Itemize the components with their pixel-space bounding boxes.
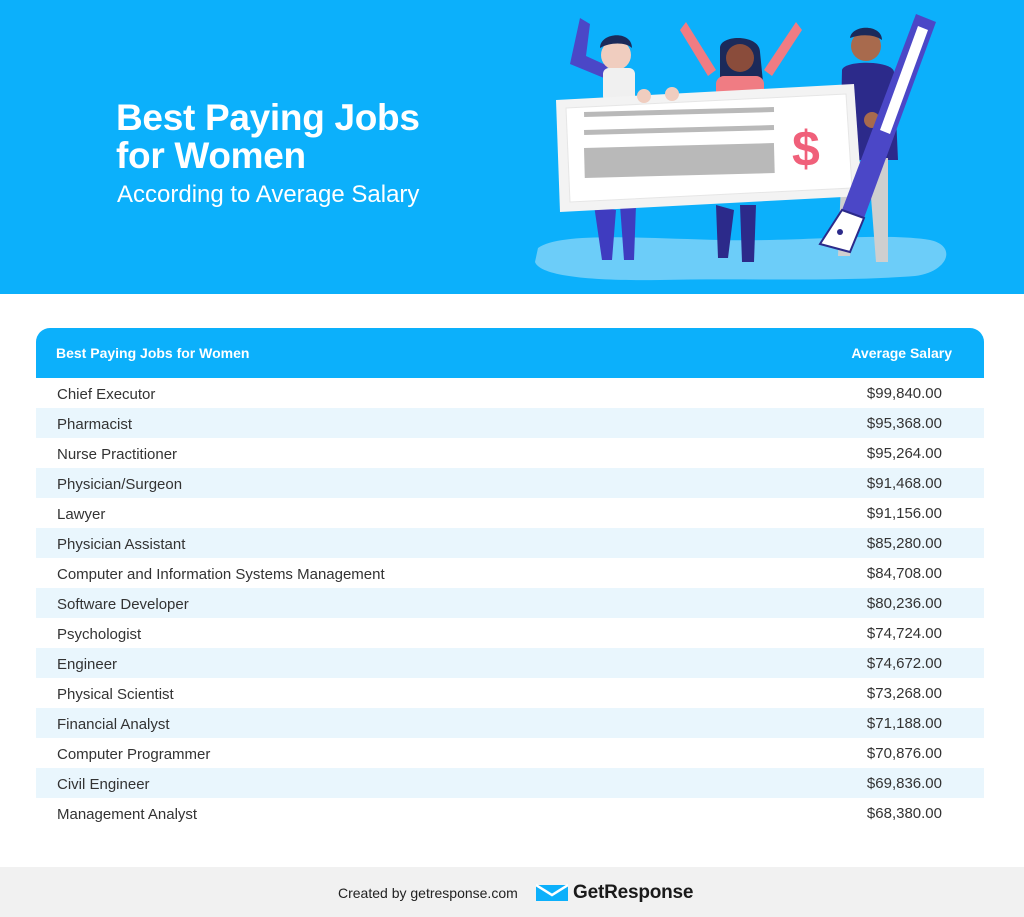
- getresponse-logo: [536, 881, 693, 905]
- page-subtitle: According to Average Salary: [117, 181, 420, 208]
- people-holding-check-illustration: [520, 0, 960, 294]
- table-row: [36, 438, 984, 468]
- average-salary: $84,708.00: [866, 565, 942, 582]
- page-title: Best Paying Jobs for Women: [116, 97, 420, 176]
- job-title: Chief Executor: [57, 386, 156, 403]
- average-salary: $70,876.00: [866, 745, 942, 762]
- average-salary: $99,840.00: [866, 385, 942, 402]
- average-salary: $95,264.00: [866, 445, 942, 462]
- footer: [0, 867, 1024, 917]
- average-salary: $68,380.00: [866, 805, 942, 822]
- dollar-sign-icon: $: [792, 121, 820, 177]
- table-row: [36, 378, 984, 408]
- table-body: [36, 378, 984, 828]
- table-row: [36, 408, 984, 438]
- job-title: Software Developer: [57, 596, 189, 613]
- job-title: Psychologist: [57, 626, 142, 643]
- job-title: Financial Analyst: [57, 716, 170, 733]
- job-title: Physical Scientist: [57, 686, 174, 703]
- average-salary: $74,724.00: [866, 625, 942, 642]
- table-row: [36, 528, 984, 558]
- average-salary: $74,672.00: [866, 655, 942, 672]
- table-row: [36, 678, 984, 708]
- average-salary: $71,188.00: [866, 715, 942, 732]
- average-salary: $73,268.00: [866, 685, 942, 702]
- job-title: Management Analyst: [57, 806, 198, 823]
- table-row: [36, 738, 984, 768]
- table-row: [36, 588, 984, 618]
- average-salary: $95,368.00: [866, 415, 942, 432]
- table-row: [36, 618, 984, 648]
- job-title: Physician/Surgeon: [57, 476, 183, 493]
- job-title: Lawyer: [57, 506, 106, 523]
- column-header-job: Best Paying Jobs for Women: [56, 345, 250, 361]
- job-title: Computer Programmer: [57, 746, 211, 763]
- table-row: [36, 768, 984, 798]
- check-card: [556, 84, 862, 212]
- average-salary: $91,468.00: [866, 475, 942, 492]
- job-title: Physician Assistant: [57, 536, 186, 553]
- job-title: Computer and Information Systems Management: [57, 566, 385, 583]
- table-row: [36, 708, 984, 738]
- salary-table: [36, 328, 984, 828]
- table-row: [36, 468, 984, 498]
- job-title: Civil Engineer: [57, 776, 150, 793]
- table-row: [36, 498, 984, 528]
- job-title: Nurse Practitioner: [57, 446, 178, 463]
- average-salary: $69,836.00: [866, 775, 942, 792]
- job-title: Engineer: [57, 656, 118, 673]
- table-row: [36, 648, 984, 678]
- table-row: [36, 558, 984, 588]
- average-salary: $91,156.00: [866, 505, 942, 522]
- average-salary: $80,236.00: [866, 595, 942, 612]
- column-header-salary: Average Salary: [851, 345, 952, 361]
- job-title: Pharmacist: [57, 416, 133, 433]
- hero-banner: [0, 0, 1024, 294]
- average-salary: $85,280.00: [866, 535, 942, 552]
- table-row: [36, 798, 984, 828]
- envelope-icon: [536, 883, 568, 903]
- credit-text: Created by getresponse.com: [338, 885, 518, 901]
- brand-name: GetResponse: [573, 882, 694, 903]
- table-header: [36, 328, 984, 378]
